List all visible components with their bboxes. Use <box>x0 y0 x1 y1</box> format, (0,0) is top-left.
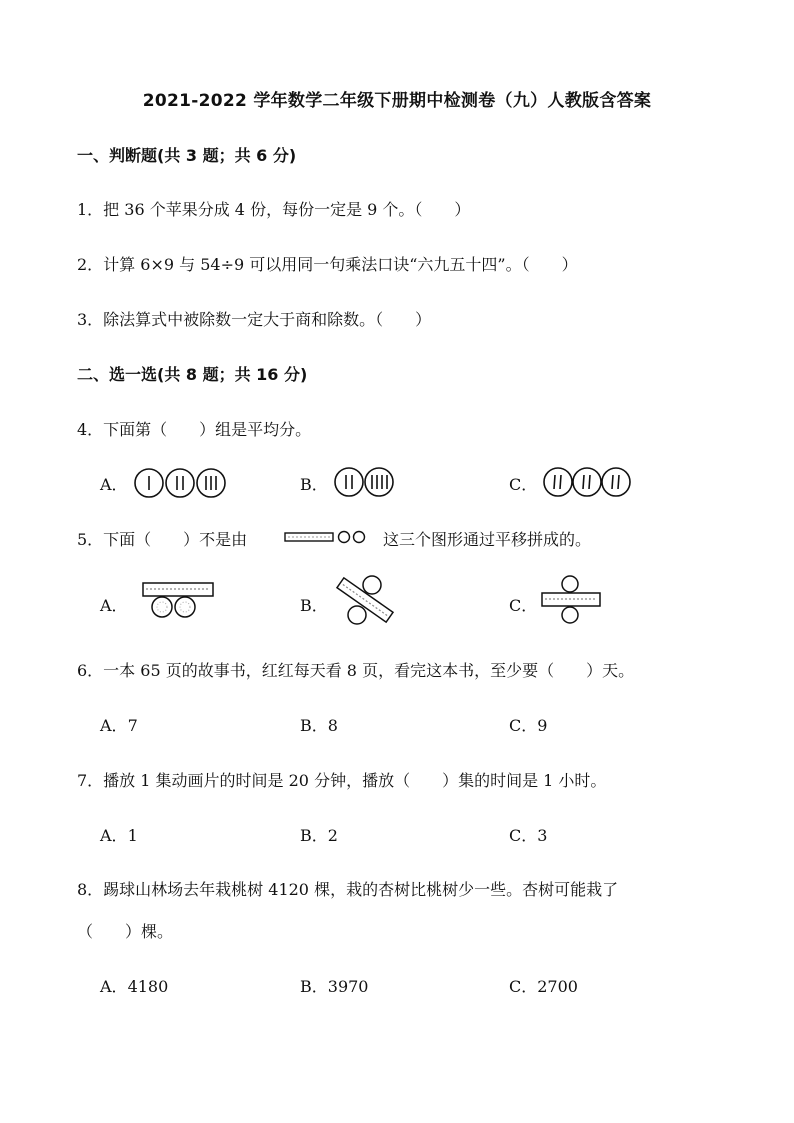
option-6b-value: 8 <box>327 716 338 735</box>
question-3: 3．除法算式中被除数一定大于商和除数。（ ） <box>77 310 432 329</box>
option-8b <box>300 974 368 997</box>
option-4a-figure <box>133 467 229 499</box>
option-8c <box>509 974 578 997</box>
option-6a <box>100 713 138 736</box>
option-7a-value: 1 <box>127 826 138 845</box>
question-5-stem-start: 5．下面（ ）不是由 <box>77 530 248 549</box>
section-heading-judgement: 一、判断题(共 3 题；共 6 分) <box>77 146 297 165</box>
option-7b-value: 2 <box>327 826 338 845</box>
option-8a-letter: A． <box>100 977 128 996</box>
option-8c-value: 2700 <box>537 977 578 996</box>
question-5-shapes-figure <box>284 530 374 544</box>
option-8c-letter: C． <box>509 977 538 996</box>
option-4b-letter: B． <box>300 475 328 494</box>
question-7-stem: 7．播放 1 集动画片的时间是 20 分钟，播放（ ）集的时间是 1 小时。 <box>77 771 607 790</box>
option-7a <box>100 823 138 846</box>
option-6b-letter: B． <box>300 716 328 735</box>
option-5c-letter: C． <box>509 596 538 615</box>
option-7c <box>509 823 547 846</box>
option-6c-value: 9 <box>537 716 548 735</box>
option-4b-figure <box>333 466 397 498</box>
option-5a-figure <box>140 580 220 620</box>
option-6c <box>509 713 547 736</box>
option-4c-letter: C． <box>509 475 538 494</box>
option-7a-letter: A． <box>100 826 128 845</box>
option-4c-figure <box>542 466 632 498</box>
question-4-stem: 4．下面第（ ）组是平均分。 <box>77 420 312 439</box>
option-8a-value: 4180 <box>127 977 169 996</box>
page-title: 2021-2022 学年数学二年级下册期中检测卷（九）人教版含答案 <box>142 91 652 111</box>
question-1: 1．把 36 个苹果分成 4 份，每份一定是 9 个。（ ） <box>77 200 471 219</box>
section-heading-multiple-choice: 二、选一选(共 8 题；共 16 分) <box>77 365 308 384</box>
option-6a-value: 7 <box>127 716 138 735</box>
option-6b <box>300 713 338 736</box>
option-5b-letter: B． <box>300 596 328 615</box>
option-7b <box>300 823 338 846</box>
option-5a-letter: A． <box>100 596 128 615</box>
question-8-stem-line1: 8．踢球山林场去年栽桃树 4120 棵，栽的杏树比桃树少一些。杏树可能栽了 <box>77 880 619 899</box>
option-7c-value: 3 <box>537 826 548 845</box>
option-7c-letter: C． <box>509 826 538 845</box>
option-5b-figure <box>333 574 399 626</box>
option-6c-letter: C． <box>509 716 538 735</box>
question-2: 2．计算 6×9 与 54÷9 可以用同一句乘法口诀“六九五十四”。（ ） <box>77 255 578 274</box>
option-7b-letter: B． <box>300 826 328 845</box>
option-8b-value: 3970 <box>327 977 369 996</box>
question-8-stem-line2: （ ）棵。 <box>77 922 174 941</box>
option-8b-letter: B． <box>300 977 328 996</box>
option-8a <box>100 974 168 997</box>
option-6a-letter: A． <box>100 716 128 735</box>
option-5c-figure <box>540 574 604 626</box>
option-4a-letter: A． <box>100 475 128 494</box>
question-5-stem-end: 这三个图形通过平移拼成的。 <box>383 530 592 549</box>
question-6-stem: 6．一本 65 页的故事书，红红每天看 8 页，看完这本书，至少要（ ）天。 <box>77 661 635 680</box>
